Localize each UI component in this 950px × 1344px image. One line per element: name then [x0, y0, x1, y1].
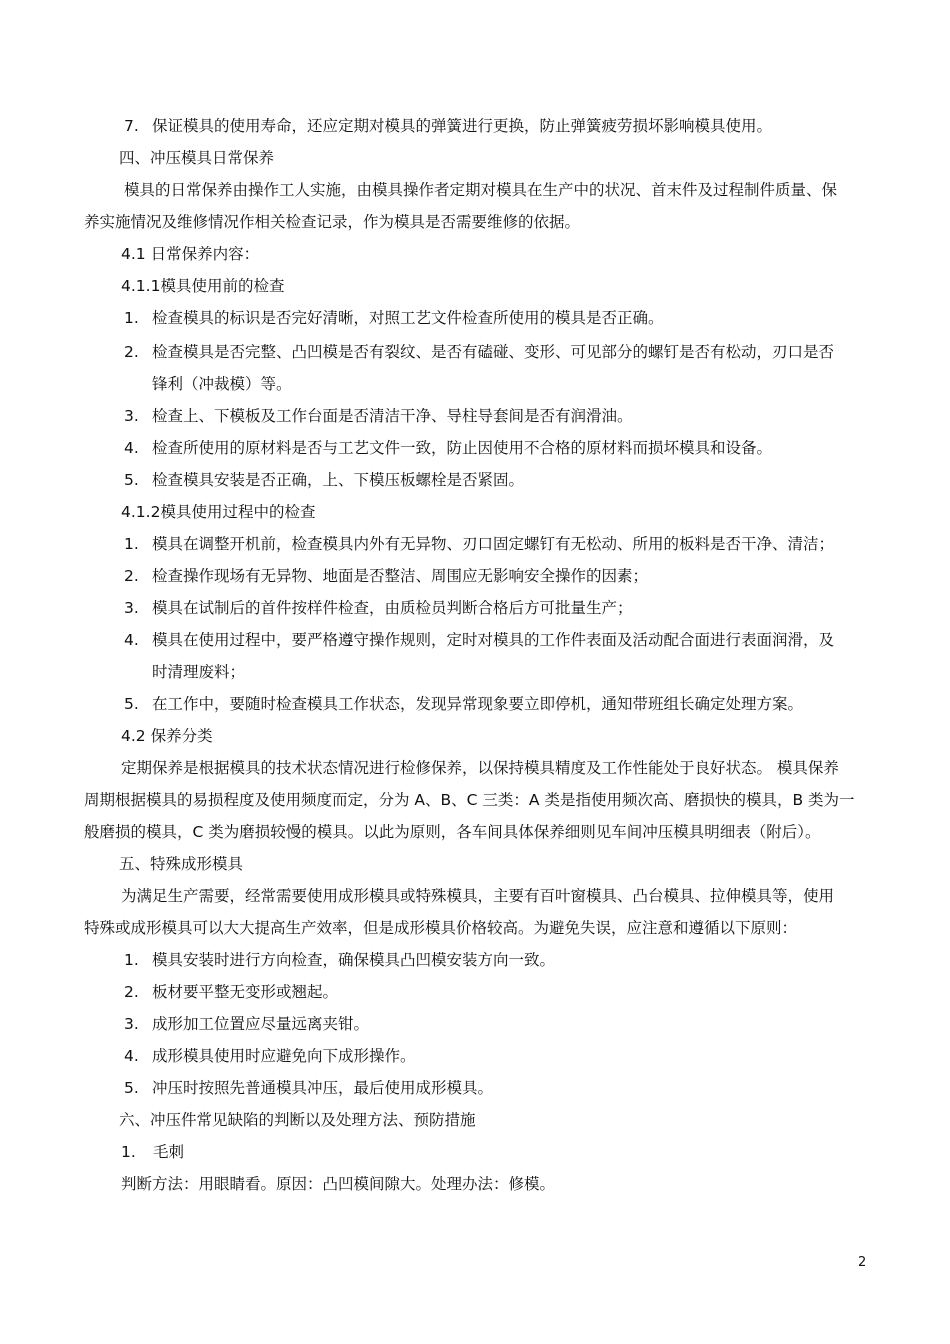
list-number: 1.	[124, 309, 139, 327]
paragraph-line: 判断方法：用眼睛看。原因：凸凹模间隙大。处理办法：修模。	[121, 1175, 556, 1193]
section-heading: 五、特殊成形模具	[119, 855, 244, 873]
list-item-text: 检查模具安装是否正确，上、下模压板螺栓是否紧固。	[152, 471, 525, 489]
list-number: 1.	[124, 535, 139, 553]
list-item-text: 检查所使用的原材料是否与工艺文件一致，防止因使用不合格的原材料而损坏模具和设备。	[152, 439, 773, 457]
list-item-text: 检查模具是否完整、凸凹模是否有裂纹、是否有磕碰、变形、可见部分的螺钉是否有松动，刃口是否	[152, 343, 835, 361]
subsection-heading: 4.1.2模具使用过程中的检查	[121, 503, 316, 521]
list-number: 3.	[124, 407, 139, 425]
list-number: 5.	[124, 1079, 139, 1097]
list-number: 2.	[124, 343, 139, 361]
paragraph-line: 为满足生产需要，经常需要使用成形模具或特殊模具，主要有百叶窗模具、凸台模具、拉伸模具等，使用	[121, 887, 835, 905]
paragraph-line: 定期保养是根据模具的技术状态情况进行检修保养，以保持模具精度及工作性能处于良好状态。 模具保养	[121, 759, 839, 777]
list-item-text: 在工作中，要随时检查模具工作状态，发现异常现象要立即停机，通知带班组长确定处理方案。	[152, 695, 804, 713]
list-item-text: 保证模具的使用寿命，还应定期对模具的弹簧进行更换，防止弹簧疲劳损坏影响模具使用。	[152, 117, 773, 135]
list-item-text: 模具在试制后的首件按样件检查，由质检员判断合格后方可批量生产；	[152, 599, 633, 617]
list-item-text: 模具在调整开机前，检查模具内外有无异物、刃口固定螺钉有无松动、所用的板料是否干净、清洁；	[152, 535, 835, 553]
list-item-text: 冲压时按照先普通模具冲压，最后使用成形模具。	[152, 1079, 494, 1097]
list-number: 4.	[124, 631, 139, 649]
list-item-text: 检查模具的标识是否完好清晰，对照工艺文件检查所使用的模具是否正确。	[152, 309, 664, 327]
paragraph-line: 模具的日常保养由操作工人实施，由模具操作者定期对模具在生产中的状况、首末件及过程制件质量、保	[124, 181, 838, 199]
paragraph-line: 特殊或成形模具可以大大提高生产效率，但是成形模具价格较高。为避免失误，应注意和遵循以下原则：	[84, 919, 798, 937]
list-number: 1.	[121, 1143, 136, 1161]
list-number: 4.	[124, 1047, 139, 1065]
list-item-text: 模具在使用过程中，要严格遵守操作规则，定时对模具的工作件表面及活动配合面进行表面润滑，及	[152, 631, 835, 649]
list-number: 2.	[124, 983, 139, 1001]
paragraph-line: 周期根据模具的易损程度及使用频度而定，分为 A、B、C 三类：A 类是指使用频次高、磨损快的模具，B 类为一	[84, 791, 855, 809]
list-item-text: 检查上、下模板及工作台面是否清洁干净、导柱导套间是否有润滑油。	[152, 407, 633, 425]
list-item-text: 锋利（冲裁模）等。	[152, 375, 292, 393]
section-heading: 六、冲压件常见缺陷的判断以及处理方法、预防措施	[119, 1111, 476, 1129]
list-number: 4.	[124, 439, 139, 457]
list-item-text: 板材要平整无变形或翘起。	[152, 983, 339, 1001]
section-heading: 四、冲压模具日常保养	[119, 149, 275, 167]
subsection-heading: 4.1.1模具使用前的检查	[121, 277, 285, 295]
list-number: 3.	[124, 599, 139, 617]
list-item-text: 检查操作现场有无异物、地面是否整洁、周围应无影响安全操作的因素；	[152, 567, 649, 585]
list-number: 5.	[124, 695, 139, 713]
paragraph-line: 养实施情况及维修情况作相关检查记录，作为模具是否需要维修的依据。	[84, 213, 581, 231]
list-number: 7.	[124, 117, 139, 135]
subsection-heading: 4.2 保养分类	[121, 727, 213, 745]
list-item-text: 毛刺	[153, 1143, 185, 1161]
list-item-text: 成形加工位置应尽量远离夹钳。	[152, 1015, 370, 1033]
list-item-text: 时清理废料；	[152, 663, 246, 681]
list-number: 5.	[124, 471, 139, 489]
list-item-text: 模具安装时进行方向检查，确保模具凸凹模安装方向一致。	[152, 951, 556, 969]
list-number: 2.	[124, 567, 139, 585]
list-item-text: 成形模具使用时应避免向下成形操作。	[152, 1047, 416, 1065]
subsection-heading: 4.1 日常保养内容：	[121, 245, 260, 263]
list-number: 1.	[124, 951, 139, 969]
list-number: 3.	[124, 1015, 139, 1033]
page-number: 2	[858, 1255, 867, 1270]
paragraph-line: 般磨损的模具，C 类为磨损较慢的模具。以此为原则，各车间具体保养细则见车间冲压模具明细表（附后）。	[84, 823, 821, 841]
